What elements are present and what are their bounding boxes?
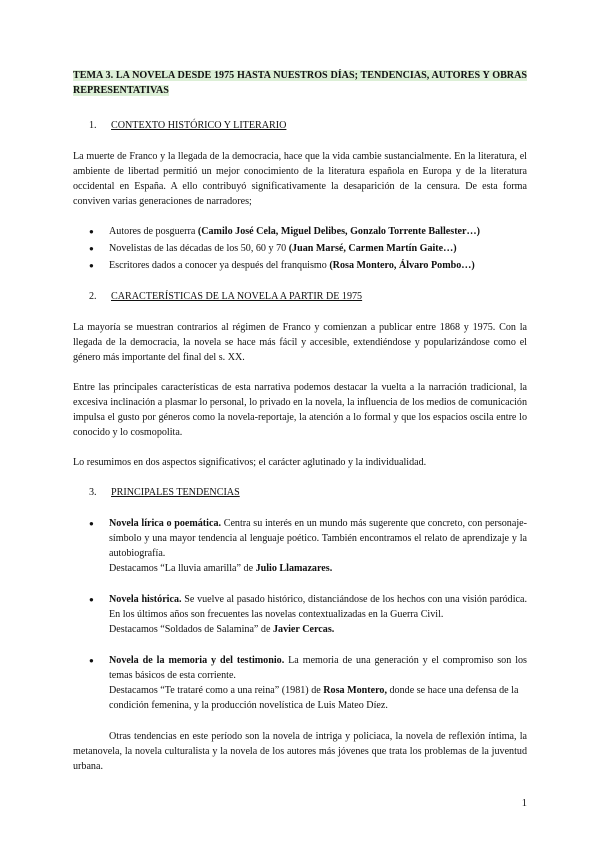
document-content <box>73 68 527 789</box>
closing-paragraph: Otras tendencias en este período son la novela de intriga y policiaca, la novela de reflexión íntima, la metanovela, la novela culturalista y la novela de los autores más jóvenes que trata los problemas de la juventud urbana. <box>73 731 527 772</box>
section-number: 3. <box>89 487 97 498</box>
list-item: ● Escritores dados a conocer ya después del franquismo (Rosa Montero, Álvaro Pombo…) <box>73 258 527 273</box>
section-heading-text: PRINCIPALES TENDENCIAS <box>111 487 240 498</box>
section-number: 1. <box>89 120 97 131</box>
section-2-paragraph: Entre las principales características de esta narrativa podemos destacar la vuelta a la narración tradicional, la excesiva inclinación a plasmar lo personal, lo privado en la novela, la influencia de los medios de comunicación impulsa el gusto por géneros como la novela-reportaje, la atención a lo formal y que los espacios oscila entre lo conocido y lo cosmopolita. <box>73 382 527 438</box>
document-title: TEMA 3. LA NOVELA DESDE 1975 HASTA NUESTROS DÍAS; TENDENCIAS, AUTORES Y OBRAS REPRESENTATIVAS <box>73 70 527 96</box>
list-item: ● Novela de la memoria y del testimonio. La memoria de una generación y el compromiso son los temas básicos de esta corriente. Destacamos “Te trataré como a una reina” (1981) de Rosa Montero, donde se hace una defensa de la condición femenina, y la producción novelística de Luis Mateo Díez. <box>73 653 527 713</box>
section-number: 2. <box>89 291 97 302</box>
section-2-paragraph: Lo resumimos en dos aspectos significativos; el carácter aglutinado y la individualidad. <box>73 457 427 468</box>
generations-list <box>73 224 527 273</box>
section-2-heading <box>73 289 527 304</box>
list-item: ● Novelistas de las décadas de los 50, 60 y 70 (Juan Marsé, Carmen Martín Gaite…) <box>73 241 527 256</box>
section-heading-text: CONTEXTO HISTÓRICO Y LITERARIO <box>111 120 287 131</box>
section-heading-text: CARACTERÍSTICAS DE LA NOVELA A PARTIR DE 1975 <box>111 291 363 302</box>
list-item: ● Novela lírica o poemática. Centra su interés en un mundo más sugerente que concreto, con personaje-símbolo y una mayor tendencia al lenguaje poético. También encontramos el relato de aprendizaje y la autobiografía. Destacamos “La lluvia amarilla” de Julio Llamazares. <box>73 516 527 576</box>
page-number: 1 <box>521 798 527 809</box>
tendencies-list <box>73 516 527 713</box>
list-item: ● Novela histórica. Se vuelve al pasado histórico, distanciándose de los hechos con una visión paródica. En los últimos años son frecuentes las novelas contextualizadas en la Guerra Civil. Destacamos “Soldados de Salamina” de Javier Cercas. <box>73 592 527 637</box>
section-1-heading <box>73 118 527 133</box>
section-3-heading <box>73 485 527 500</box>
section-2-paragraph: La mayoría se muestran contrarios al régimen de Franco y comienzan a publicar entre 1868 y 1975. Con la llegada de la democracia, la novela se hace más fácil y accesible, extendiéndose y popularizándose como el género más importante del final del s. XX. <box>73 322 527 363</box>
section-1-paragraph: La muerte de Franco y la llegada de la democracia, hace que la vida cambie sustancialmente. En la literatura, el ambiente de libertad permitió un mejor conocimiento de la literatura española en Europa y de la literatura occidental en España. A ello contribuyó significativamente la desaparición de la censura. De esta forma conviven varias generaciones de narradores; <box>73 151 527 207</box>
list-item: ● Autores de posguerra (Camilo José Cela, Miguel Delibes, Gonzalo Torrente Ballester…) <box>73 224 527 239</box>
